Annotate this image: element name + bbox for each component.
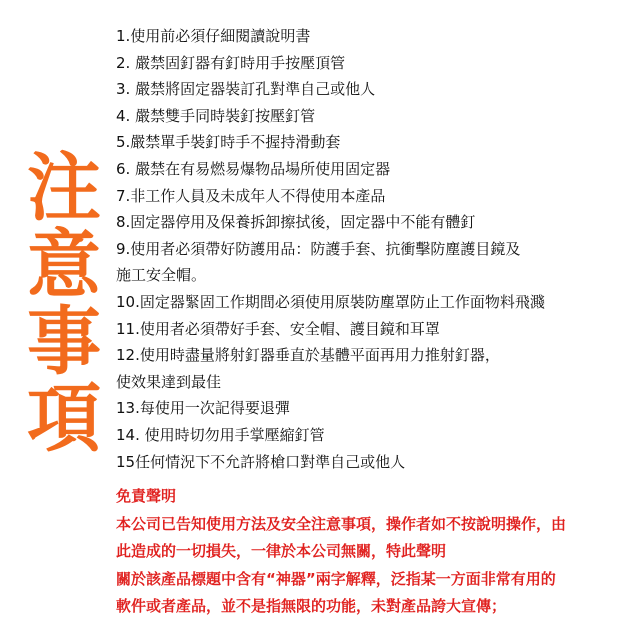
rule-item: 12.使用時盡量將射釘器垂直於基體平面再用力推射釘器， — [116, 346, 500, 365]
rule-item: 7.非工作人員及未成年人不得使用本產品 — [116, 186, 386, 205]
rule-item: 8.固定器停用及保養拆卸擦拭後，固定器中不能有體釘 — [116, 213, 476, 232]
rule-item: 5.嚴禁單手裝釘時手不握持滑動套 — [116, 133, 341, 152]
rule-item: 使效果達到最佳 — [116, 372, 222, 391]
side-title-char: 項 — [27, 376, 101, 462]
rule-item: 10.固定器緊固工作期間必須使用原裝防塵罩防止工作面物料飛濺 — [116, 292, 545, 311]
side-title — [16, 145, 112, 462]
disclaimer-line: 此造成的一切損失，一律於本公司無關，特此聲明 — [116, 542, 447, 560]
rule-item: 15任何情況下不允許將槍口對準自己或他人 — [116, 452, 406, 471]
side-title-char: 注 — [27, 145, 101, 231]
disclaimer-line: 本公司已告知使用方法及安全注意事項，操作者如不按說明操作，由 — [116, 514, 567, 533]
side-title-char: 事 — [27, 299, 101, 385]
disclaimer-line: 關於該產品標題中含有“神器”兩字解釋，泛指某一方面非常有用的 — [116, 569, 556, 588]
rule-item: 1.使用前必須仔細閱讀說明書 — [116, 27, 311, 45]
rule-item: 4. 嚴禁雙手同時裝釘按壓釘管 — [116, 106, 316, 125]
disclaimer-section — [116, 483, 626, 621]
rule-item: 3. 嚴禁將固定器裝訂孔對準自己或他人 — [116, 80, 376, 99]
rule-item: 13.每使用一次記得要退彈 — [116, 399, 290, 418]
rules-list — [116, 23, 626, 475]
rule-item: 2. 嚴禁固釘器有釘時用手按壓頂管 — [116, 53, 346, 72]
rule-item: 施工安全帽。 — [116, 266, 207, 285]
rule-item: 6. 嚴禁在有易燃易爆物品場所使用固定器 — [116, 159, 391, 178]
rule-item: 14. 使用時切勿用手掌壓縮釘管 — [116, 425, 325, 444]
rule-item: 11.使用者必須帶好手套、安全帽、護目鏡和耳罩 — [116, 319, 440, 338]
rule-item: 9.使用者必須帶好防護用品：防護手套、抗衝擊防塵護目鏡及 — [116, 239, 521, 258]
side-title-char: 意 — [27, 222, 101, 308]
disclaimer-line: 軟件或者產品，並不是指無限的功能，未對產品誇大宣傳； — [116, 597, 507, 615]
disclaimer-heading: 免責聲明 — [116, 487, 177, 505]
